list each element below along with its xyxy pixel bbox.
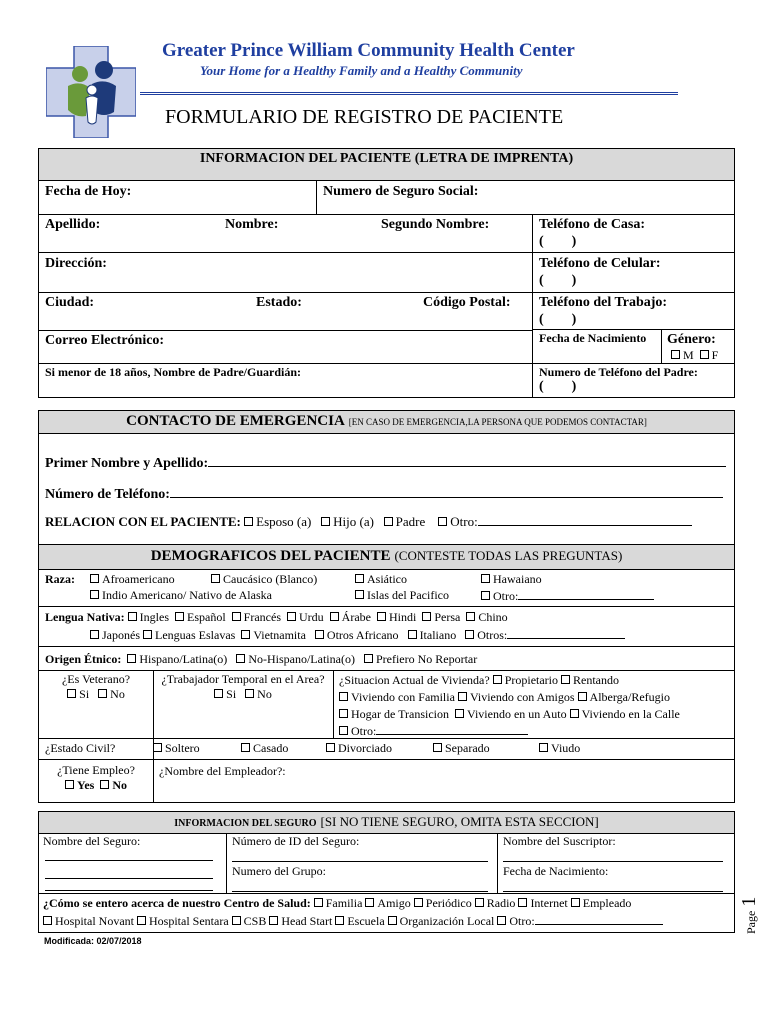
relacion-esposo-checkbox[interactable]: Esposo (a) <box>244 514 311 529</box>
logo <box>46 46 136 138</box>
lengua-label: Lengua Nativa: <box>45 610 125 624</box>
vivienda-calle-checkbox[interactable]: Viviendo en la Calle <box>570 707 680 721</box>
vivienda-auto-checkbox[interactable]: Viviendo en un Auto <box>455 707 567 721</box>
lengua-row-1 <box>45 610 508 625</box>
patient-info-heading-text: INFORMACION DEL PACIENTE (LETRA DE IMPRENTA) <box>199 151 574 166</box>
insurance-section <box>38 811 735 933</box>
insurance-heading-note: [SI NO TIENE SEGURO, OMITA ESTA SECCION] <box>320 814 599 829</box>
lengua-arabe-checkbox[interactable]: Árabe <box>330 610 371 624</box>
genero-m-checkbox[interactable]: M <box>671 348 694 362</box>
veterano-si-checkbox[interactable]: Si <box>67 687 89 701</box>
raza-otro-checkbox[interactable]: Otro: <box>481 588 654 604</box>
civil-separado-checkbox[interactable]: Separado <box>433 741 490 756</box>
como-row-1 <box>43 896 631 911</box>
vivienda-otro-input[interactable] <box>376 723 528 735</box>
raza-bottom <box>39 606 734 607</box>
demographics-heading-main: DEMOGRAFICOS DEL PACIENTE <box>150 548 391 564</box>
tel-trabajo-field[interactable]: ( ) <box>539 312 577 327</box>
civil-casado-checkbox[interactable]: Casado <box>241 741 288 756</box>
id-seguro-input[interactable] <box>232 849 488 862</box>
vivienda-amigos-checkbox[interactable]: Viviendo con Amigos <box>458 690 575 704</box>
ins-fecha-nac-label: Fecha de Nacimiento: <box>503 864 609 878</box>
veterano-label: ¿Es Veterano? <box>61 672 131 686</box>
emergency-name-label: Primer Nombre y Apellido: <box>45 456 209 471</box>
fuente-csb-checkbox[interactable]: CSB <box>232 914 267 928</box>
fuente-internet-checkbox[interactable]: Internet <box>518 896 567 910</box>
nombre-seguro-label: Nombre del Seguro: <box>43 834 141 848</box>
origen-label: Origen Étnico: <box>45 652 122 666</box>
raza-hawaiano-checkbox[interactable]: Hawaiano <box>481 572 542 587</box>
empleo-yes-checkbox[interactable]: Yes <box>65 778 94 792</box>
lengua-bottom <box>39 646 734 647</box>
grupo-label: Numero del Grupo: <box>232 864 326 878</box>
raza-row-1 <box>45 572 735 588</box>
correo-field[interactable]: Correo Electrónico: <box>45 333 165 348</box>
tel-celular-label: Teléfono de Celular: <box>539 256 661 271</box>
form-title: FORMULARIO DE REGISTRO DE PACIENTE <box>165 106 564 128</box>
right-col-divider <box>532 214 533 397</box>
lengua-eslavas-checkbox[interactable]: Lenguas Eslavas <box>143 628 235 642</box>
emergency-name-row <box>45 452 726 472</box>
vivienda-propietario-checkbox[interactable]: Propietario <box>493 673 558 687</box>
genero-f-checkbox[interactable]: F <box>700 348 719 362</box>
origen-no-reportar-checkbox[interactable]: Prefiero No Reportar <box>364 652 477 666</box>
ins-col-divider-1 <box>226 833 227 893</box>
tel-celular-field[interactable]: ( ) <box>539 273 577 288</box>
fuente-amigo-checkbox[interactable]: Amigo <box>365 896 410 910</box>
ins-fecha-nac-input[interactable] <box>503 879 723 892</box>
temporal-no-checkbox[interactable]: No <box>245 687 272 701</box>
relacion-label: RELACION CON EL PACIENTE: <box>45 514 241 529</box>
row1-bottom <box>39 214 734 215</box>
civil-soltero-checkbox[interactable]: Soltero <box>153 741 200 756</box>
nombre-seguro-input-3[interactable] <box>45 878 213 891</box>
lengua-vietnamita-checkbox[interactable]: Vietnamita <box>241 628 306 642</box>
tel-padre-field[interactable]: ( ) <box>539 379 577 394</box>
vivienda-familia-checkbox[interactable]: Viviendo con Familia <box>339 690 455 704</box>
emergency-phone-row <box>45 483 723 503</box>
row4-bottom-left <box>39 330 532 331</box>
tel-casa-label: Teléfono de Casa: <box>539 217 646 232</box>
fuente-familia-checkbox[interactable]: Familia <box>314 896 363 910</box>
suscriptor-input[interactable] <box>503 849 723 862</box>
patient-info-section <box>38 148 735 398</box>
lengua-frances-checkbox[interactable]: Francés <box>232 610 281 624</box>
fuente-sentara-checkbox[interactable]: Hospital Sentara <box>137 914 229 928</box>
vivienda-rentando-checkbox[interactable]: Rentando <box>561 673 619 687</box>
relacion-otro-input[interactable] <box>478 513 692 526</box>
emergency-phone-label: Número de Teléfono: <box>45 487 170 502</box>
row1-divider <box>316 180 317 214</box>
nombre-field[interactable]: Nombre: <box>225 217 279 232</box>
relacion-padre-checkbox[interactable]: Padre <box>384 514 426 529</box>
raza-indio-checkbox[interactable]: Indio Americano/ Nativo de Alaska <box>90 588 272 603</box>
vivienda-bottom <box>39 738 734 739</box>
fuente-periodico-checkbox[interactable]: Periódico <box>414 896 472 910</box>
codigo-postal-field[interactable]: Código Postal: <box>423 295 511 310</box>
estado-field[interactable]: Estado: <box>256 295 302 310</box>
demographics-heading <box>39 544 734 570</box>
veterano-no-checkbox[interactable]: No <box>98 687 125 701</box>
relacion-hijo-checkbox[interactable]: Hijo (a) <box>321 514 374 529</box>
page-num: 1 <box>738 896 760 907</box>
temp-divider <box>333 670 334 738</box>
lengua-hindi-checkbox[interactable]: Hindi <box>377 610 416 624</box>
origen-hispano-checkbox[interactable]: Hispano/Latina(o) <box>127 652 227 666</box>
demographics-heading-note: (CONTESTE TODAS LAS PREGUNTAS) <box>394 548 623 563</box>
como-row-2 <box>43 913 663 929</box>
lengua-ingles-checkbox[interactable]: Ingles <box>128 610 169 624</box>
raza-islas-checkbox[interactable]: Islas del Pacifico <box>355 588 449 603</box>
insurance-heading <box>39 812 734 834</box>
emergency-demographics-section <box>38 410 735 803</box>
tel-casa-field[interactable]: ( ) <box>539 234 577 249</box>
lengua-africano-checkbox[interactable]: Otros Africano <box>315 628 399 642</box>
fecha-hoy-field[interactable]: Fecha de Hoy: <box>45 184 132 199</box>
fecha-nac-field[interactable]: Fecha de Nacimiento <box>539 331 647 345</box>
lengua-japones-checkbox[interactable]: Japonés <box>90 628 140 642</box>
patient-info-heading <box>39 149 734 181</box>
temporal-si-checkbox[interactable]: Si <box>214 687 236 701</box>
genero-label: Género: <box>667 332 716 347</box>
fuente-otro-checkbox[interactable]: Otro: <box>497 914 534 928</box>
page-number <box>738 888 762 938</box>
suscriptor-label: Nombre del Suscriptor: <box>503 834 616 848</box>
origen-no-hispano-checkbox[interactable]: No-Hispano/Latina(o) <box>236 652 355 666</box>
temporal-label: ¿Trabajador Temporal en el Area? <box>161 672 325 686</box>
vet-divider <box>153 670 154 802</box>
emergency-heading-note: [EN CASO DE EMERGENCIA,LA PERSONA QUE PODEMOS CONTACTAR] <box>348 417 647 427</box>
lengua-urdu-checkbox[interactable]: Urdu <box>287 610 324 624</box>
ssn-field[interactable]: Numero de Seguro Social: <box>323 184 479 199</box>
civil-bottom <box>39 759 734 760</box>
raza-afroamericano-checkbox[interactable]: Afroamericano <box>90 572 175 587</box>
raza-asiatico-checkbox[interactable]: Asiático <box>355 572 407 587</box>
genero-options <box>671 348 718 363</box>
fuente-empleado-checkbox[interactable]: Empleado <box>571 896 632 910</box>
fuente-headstart-checkbox[interactable]: Head Start <box>269 914 332 928</box>
id-seguro-label: Número de ID del Seguro: <box>232 834 360 848</box>
row3-bottom <box>39 292 734 293</box>
fuente-novant-checkbox[interactable]: Hospital Novant <box>43 914 134 928</box>
lengua-espanol-checkbox[interactable]: Español <box>175 610 226 624</box>
row5-bottom <box>39 363 734 364</box>
apellido-field[interactable]: Apellido: <box>45 217 101 232</box>
empleo-label: ¿Tiene Empleo? <box>57 763 135 777</box>
lengua-row-2 <box>90 627 625 643</box>
relacion-otro-checkbox[interactable]: Otro: <box>438 514 477 529</box>
header-rule <box>140 92 678 95</box>
fuente-radio-checkbox[interactable]: Radio <box>475 896 516 910</box>
vivienda-otro-checkbox[interactable]: Otro: <box>339 724 376 738</box>
lengua-persa-checkbox[interactable]: Persa <box>422 610 460 624</box>
empleador-field[interactable]: ¿Nombre del Empleador?: <box>159 764 286 778</box>
vivienda-refugio-checkbox[interactable]: Alberga/Refugio <box>578 690 670 704</box>
empleo-block <box>39 763 153 793</box>
grupo-input[interactable] <box>232 879 488 892</box>
vivienda-block <box>339 672 731 740</box>
emergency-name-input[interactable] <box>208 452 726 467</box>
veterano-block <box>39 672 153 702</box>
civil-row <box>45 741 735 757</box>
lengua-otros-checkbox[interactable]: Otros: <box>465 628 507 642</box>
emergency-phone-input[interactable] <box>170 483 723 498</box>
origen-row <box>45 652 477 667</box>
org-tagline: Your Home for a Healthy Family and a Healthy Community <box>200 63 523 78</box>
relacion-row <box>45 513 692 530</box>
row2-bottom <box>39 252 734 253</box>
origen-bottom <box>39 670 734 671</box>
lengua-italiano-checkbox[interactable]: Italiano <box>408 628 457 642</box>
fuente-otro-input[interactable] <box>535 913 663 925</box>
logo-icon <box>46 46 136 138</box>
vivienda-label: ¿Situacion Actual de Vivienda? <box>339 673 490 687</box>
civil-label: ¿Estado Civil? <box>45 741 116 755</box>
vivienda-transicion-checkbox[interactable]: Hogar de Transicion <box>339 707 449 721</box>
lengua-otros-input[interactable] <box>507 627 625 639</box>
tel-trabajo-label: Teléfono del Trabajo: <box>539 295 668 310</box>
lengua-chino-checkbox[interactable]: Chino <box>466 610 507 624</box>
direccion-field[interactable]: Dirección: <box>45 256 107 271</box>
raza-caucasico-checkbox[interactable]: Caucásico (Blanco) <box>211 572 317 587</box>
emergency-heading-main: CONTACTO DE EMERGENCIA <box>126 413 345 429</box>
genero-divider <box>661 329 662 364</box>
civil-divorciado-checkbox[interactable]: Divorciado <box>326 741 392 756</box>
ins-row-bottom <box>39 893 734 894</box>
emergency-heading <box>39 411 734 434</box>
tel-padre-label: Numero de Teléfono del Padre: <box>539 365 698 379</box>
modificada-date: Modificada: 02/07/2018 <box>44 936 142 946</box>
org-name: Greater Prince William Community Health Center <box>162 40 575 61</box>
civil-viudo-checkbox[interactable]: Viudo <box>539 741 580 756</box>
fuente-organizacion-checkbox[interactable]: Organización Local <box>388 914 495 928</box>
padre-guardian-field[interactable]: Si menor de 18 años, Nombre de Padre/Guardián: <box>45 365 302 379</box>
raza-label: Raza: <box>45 572 75 586</box>
page-word: Page <box>744 910 758 934</box>
segundo-nombre-field[interactable]: Segundo Nombre: <box>381 217 490 232</box>
row4-bottom-right <box>532 329 734 330</box>
nombre-seguro-input-1[interactable] <box>45 848 213 861</box>
fuente-escuela-checkbox[interactable]: Escuela <box>335 914 384 928</box>
ins-col-divider-2 <box>497 833 498 893</box>
raza-otro-input[interactable] <box>518 588 654 600</box>
insurance-heading-main: INFORMACION DEL SEGURO <box>174 818 317 829</box>
ciudad-field[interactable]: Ciudad: <box>45 295 95 310</box>
raza-row-2 <box>45 588 735 604</box>
como-label: ¿Cómo se entero acerca de nuestro Centro de Salud: <box>43 896 311 910</box>
temporal-block <box>155 672 331 702</box>
empleo-no-checkbox[interactable]: No <box>100 778 127 792</box>
